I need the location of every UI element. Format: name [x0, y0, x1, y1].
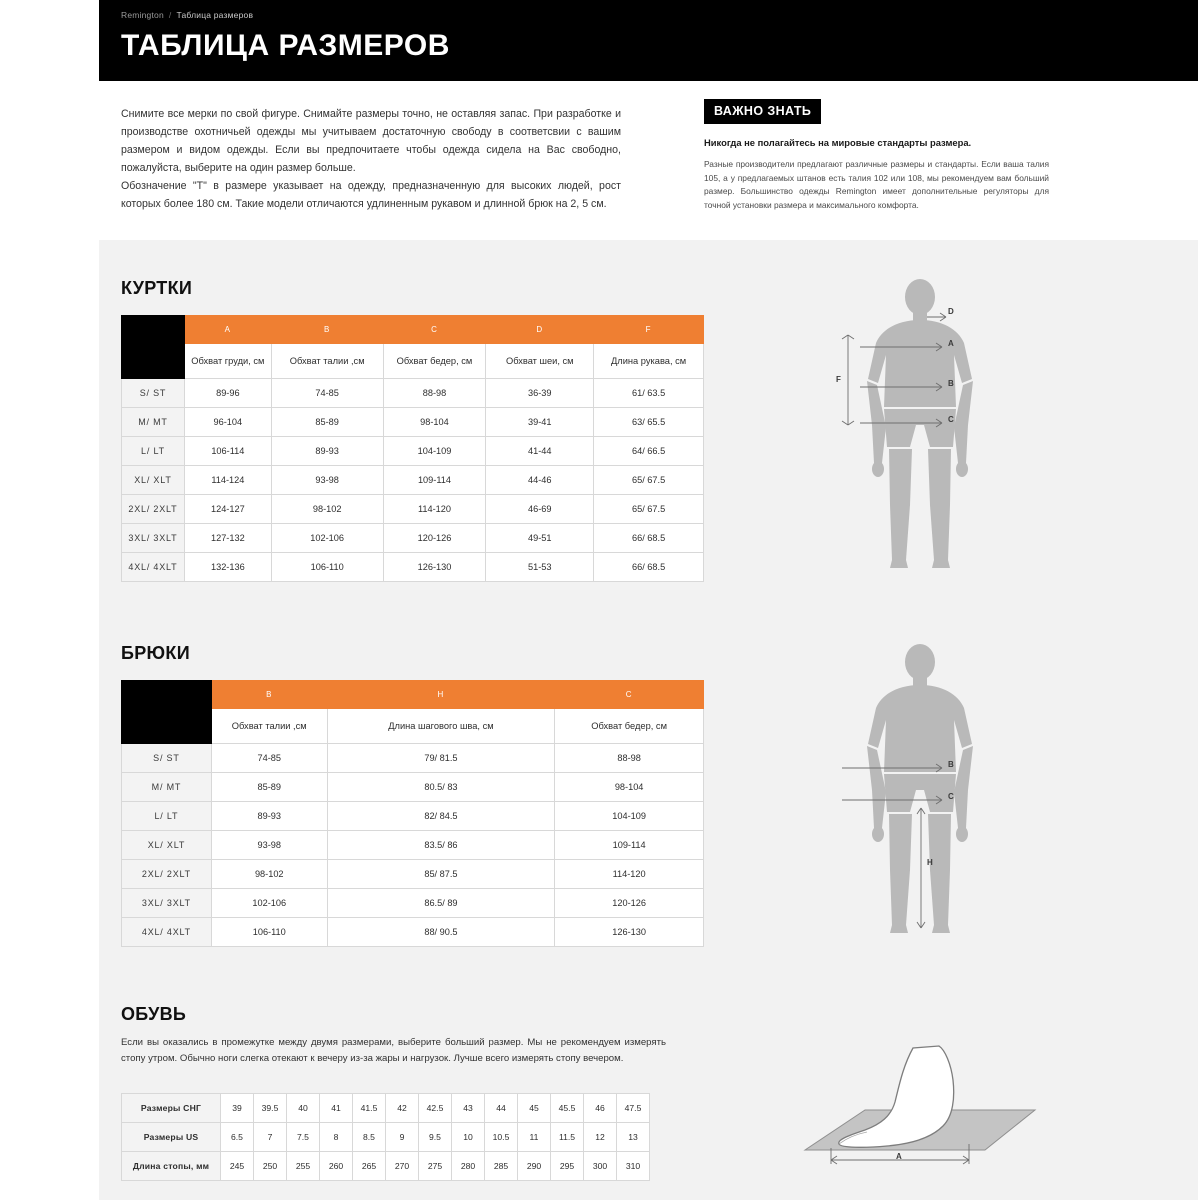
cell-neck: 44-46 — [486, 466, 594, 495]
cell-size: 2XL/ 2XLT — [122, 860, 212, 889]
table-row — [122, 524, 704, 553]
cell-inseam: 83.5/ 86 — [327, 831, 555, 860]
cell-inseam: 82/ 84.5 — [327, 802, 555, 831]
cell-size: M/ MT — [122, 408, 185, 437]
cell-size: 8 — [320, 1123, 353, 1152]
cell-size: 3XL/ 3XLT — [122, 889, 212, 918]
letter-corner — [122, 316, 185, 344]
letter-f: F — [594, 316, 704, 344]
table-row — [122, 408, 704, 437]
cell-hips: 126-130 — [555, 918, 704, 947]
table-header-names — [122, 344, 704, 379]
table-row — [122, 495, 704, 524]
cell-neck: 36-39 — [486, 379, 594, 408]
cell-waist: 98-102 — [271, 495, 383, 524]
cell-size: 42.5 — [419, 1094, 452, 1123]
cell-size: 6.5 — [221, 1123, 254, 1152]
cell-size: 290 — [518, 1152, 551, 1181]
intro-paragraph-1: Снимите все мерки по свой фигуре. Снимайте размеры точно, не оставляя запас. При разработке и производстве охотничьей одежды мы учитываем достаточную свободу в соответсвии с вашим размером и видом одежды. Если вы предпочитаете чтобы одежда сидела на Вас свободно, пожалуйста, выберите на один размер больше. — [121, 108, 621, 174]
pants-size-table — [121, 680, 704, 947]
cell-waist: 74-85 — [271, 379, 383, 408]
cell-size: 43 — [452, 1094, 485, 1123]
cell-size: 7.5 — [287, 1123, 320, 1152]
cell-hips: 120-126 — [555, 889, 704, 918]
intro-section — [99, 81, 1198, 240]
section-title-jackets: КУРТКИ — [121, 278, 193, 298]
section-title-shoes: ОБУВЬ — [121, 1004, 187, 1024]
letter-c: C — [383, 316, 486, 344]
cell-size: 4XL/ 4XLT — [122, 918, 212, 947]
column-header-waist: Обхват талии ,см — [271, 344, 383, 379]
cell-waist: 89-93 — [271, 437, 383, 466]
name-corner — [122, 344, 185, 379]
cell-size: 8.5 — [353, 1123, 386, 1152]
cell-chest: 114-124 — [184, 466, 271, 495]
cell-inseam: 80.5/ 83 — [327, 773, 555, 802]
cell-chest: 106-114 — [184, 437, 271, 466]
cell-size: M/ MT — [122, 773, 212, 802]
table-row — [122, 889, 704, 918]
table-row — [122, 553, 704, 582]
cell-size: 39.5 — [254, 1094, 287, 1123]
cell-chest: 127-132 — [184, 524, 271, 553]
cell-size: 46 — [584, 1094, 617, 1123]
important-block — [704, 99, 1049, 212]
cell-hips: 88-98 — [383, 379, 486, 408]
table-row — [122, 744, 704, 773]
cell-size: 11 — [518, 1123, 551, 1152]
cell-waist: 85-89 — [211, 773, 327, 802]
table-row — [122, 1094, 650, 1123]
cell-hips: 104-109 — [383, 437, 486, 466]
cell-hips: 120-126 — [383, 524, 486, 553]
table-header-letters — [122, 681, 704, 709]
cell-inseam: 85/ 87.5 — [327, 860, 555, 889]
cell-hips: 114-120 — [383, 495, 486, 524]
cell-inseam: 88/ 90.5 — [327, 918, 555, 947]
cell-size: 280 — [452, 1152, 485, 1181]
cell-neck: 41-44 — [486, 437, 594, 466]
body-front-illustration — [820, 275, 1060, 575]
page-header — [99, 0, 1198, 81]
jackets-size-table — [121, 315, 704, 582]
cell-sleeve: 61/ 63.5 — [594, 379, 704, 408]
cell-size: 9 — [386, 1123, 419, 1152]
cell-size: 47.5 — [617, 1094, 650, 1123]
important-body: Разные производители предлагают различные размеры и стандарты. Если ваша талия 105, а у предлагаемых штанов есть талия 102 или 108, мы рекомендуем вам больший размер. Большинство одежды Remington имеет дополнительные регуляторы для точной установки размера и максимального комфорта. — [704, 159, 1049, 210]
cell-size: 42 — [386, 1094, 419, 1123]
cell-size: 41.5 — [353, 1094, 386, 1123]
cell-waist: 102-106 — [271, 524, 383, 553]
cell-chest: 89-96 — [184, 379, 271, 408]
cell-size: XL/ XLT — [122, 466, 185, 495]
cell-sleeve: 66/ 68.5 — [594, 553, 704, 582]
table-row — [122, 466, 704, 495]
cell-inseam: 79/ 81.5 — [327, 744, 555, 773]
cell-waist: 93-98 — [271, 466, 383, 495]
cell-waist: 98-102 — [211, 860, 327, 889]
body-pants-illustration — [820, 640, 1060, 940]
jacket-measurement-figure — [820, 275, 1060, 575]
letter-corner — [122, 681, 212, 709]
important-subtitle: Никогда не полагайтесь на мировые стандарты размера. — [704, 137, 972, 148]
cell-neck: 46-69 — [486, 495, 594, 524]
cell-chest: 96-104 — [184, 408, 271, 437]
table-row — [122, 1123, 650, 1152]
cell-chest: 124-127 — [184, 495, 271, 524]
letter-c: C — [555, 681, 704, 709]
cell-sleeve: 66/ 68.5 — [594, 524, 704, 553]
table-row — [122, 379, 704, 408]
cell-neck: 39-41 — [486, 408, 594, 437]
letter-b: B — [211, 681, 327, 709]
cell-size: 13 — [617, 1123, 650, 1152]
cell-size: 39 — [221, 1094, 254, 1123]
table-row — [122, 860, 704, 889]
cell-waist: 85-89 — [271, 408, 383, 437]
cell-size: 3XL/ 3XLT — [122, 524, 185, 553]
important-badge: ВАЖНО ЗНАТЬ — [704, 99, 821, 124]
row-label-cis: Размеры СНГ — [122, 1094, 221, 1123]
cell-size: 295 — [551, 1152, 584, 1181]
column-header-chest: Обхват груди, см — [184, 344, 271, 379]
cell-waist: 102-106 — [211, 889, 327, 918]
cell-size: 7 — [254, 1123, 287, 1152]
cell-hips: 114-120 — [555, 860, 704, 889]
cell-waist: 93-98 — [211, 831, 327, 860]
column-header-waist: Обхват талии ,см — [211, 709, 327, 744]
cell-hips: 98-104 — [555, 773, 704, 802]
letter-a: A — [184, 316, 271, 344]
cell-size: 11.5 — [551, 1123, 584, 1152]
cell-waist: 106-110 — [211, 918, 327, 947]
table-row — [122, 918, 704, 947]
page-title: ТАБЛИЦА РАЗМЕРОВ — [121, 29, 450, 62]
shoes-note: Если вы оказались в промежутке между двумя размерами, выберите больший размер. Мы не рекомендуем измерять стопу утром. Обычно ноги слегка отекают к вечеру из-за жары и нагрузок. Лучше всего измерять стопу вечером. — [121, 1037, 666, 1064]
cell-sleeve: 65/ 67.5 — [594, 495, 704, 524]
cell-size: 2XL/ 2XLT — [122, 495, 185, 524]
row-label-us: Размеры US — [122, 1123, 221, 1152]
cell-size: S/ ST — [122, 744, 212, 773]
letter-d: D — [486, 316, 594, 344]
figure-label-b: B — [948, 760, 954, 769]
column-header-hips: Обхват бедер, см — [555, 709, 704, 744]
figure-label-h: H — [927, 858, 933, 867]
cell-size: 9.5 — [419, 1123, 452, 1152]
cell-sleeve: 64/ 66.5 — [594, 437, 704, 466]
cell-sleeve: 63/ 65.5 — [594, 408, 704, 437]
cell-size: 275 — [419, 1152, 452, 1181]
breadcrumb-root[interactable]: Remington — [121, 10, 164, 20]
table-header-names — [122, 709, 704, 744]
cell-size: 265 — [353, 1152, 386, 1181]
cell-inseam: 86.5/ 89 — [327, 889, 555, 918]
cell-sleeve: 65/ 67.5 — [594, 466, 704, 495]
letter-b: B — [271, 316, 383, 344]
cell-size: S/ ST — [122, 379, 185, 408]
column-header-hips: Обхват бедер, см — [383, 344, 486, 379]
section-title-pants: БРЮКИ — [121, 643, 190, 663]
cell-size: 45.5 — [551, 1094, 584, 1123]
cell-size: L/ LT — [122, 437, 185, 466]
cell-size: 12 — [584, 1123, 617, 1152]
cell-neck: 49-51 — [486, 524, 594, 553]
cell-size: 10.5 — [485, 1123, 518, 1152]
pants-measurement-figure — [820, 640, 1060, 940]
cell-waist: 74-85 — [211, 744, 327, 773]
table-row — [122, 773, 704, 802]
figure-label-f: F — [836, 375, 841, 384]
intro-paragraph-2: Обозначение "Т" в размере указывает на одежду, предназначенную для высоких людей, рост которых более 180 см. Такие модели отличаются удлиненным рукавом и длинной брюк на 2, 5 см. — [121, 180, 621, 210]
figure-label-a: A — [948, 339, 954, 348]
cell-size: 45 — [518, 1094, 551, 1123]
cell-size: 40 — [287, 1094, 320, 1123]
intro-text — [121, 105, 621, 213]
row-label-foot-length: Длина стопы, мм — [122, 1152, 221, 1181]
figure-label-b: B — [948, 379, 954, 388]
foot-measurement-figure — [795, 1040, 1045, 1175]
cell-size: L/ LT — [122, 802, 212, 831]
cell-hips: 88-98 — [555, 744, 704, 773]
cell-hips: 109-114 — [383, 466, 486, 495]
cell-hips: 126-130 — [383, 553, 486, 582]
cell-size: 250 — [254, 1152, 287, 1181]
cell-size: 4XL/ 4XLT — [122, 553, 185, 582]
name-corner — [122, 709, 212, 744]
breadcrumb — [121, 10, 253, 20]
cell-size: 270 — [386, 1152, 419, 1181]
cell-size: 285 — [485, 1152, 518, 1181]
foot-illustration — [795, 1040, 1045, 1175]
cell-size: 300 — [584, 1152, 617, 1181]
breadcrumb-separator: / — [168, 10, 172, 20]
cell-chest: 132-136 — [184, 553, 271, 582]
cell-hips: 104-109 — [555, 802, 704, 831]
cell-size: 310 — [617, 1152, 650, 1181]
table-row — [122, 802, 704, 831]
table-row — [122, 1152, 650, 1181]
figure-label-a: A — [896, 1152, 902, 1161]
column-header-sleeve: Длина рукава, см — [594, 344, 704, 379]
cell-waist: 106-110 — [271, 553, 383, 582]
table-header-letters — [122, 316, 704, 344]
shoes-size-table — [121, 1093, 650, 1181]
table-row — [122, 437, 704, 466]
cell-size: 245 — [221, 1152, 254, 1181]
column-header-neck: Обхват шеи, см — [486, 344, 594, 379]
figure-label-d: D — [948, 307, 954, 316]
cell-size: 10 — [452, 1123, 485, 1152]
figure-label-c: C — [948, 792, 954, 801]
letter-h: H — [327, 681, 555, 709]
cell-size: XL/ XLT — [122, 831, 212, 860]
cell-size: 41 — [320, 1094, 353, 1123]
cell-hips: 109-114 — [555, 831, 704, 860]
cell-waist: 89-93 — [211, 802, 327, 831]
cell-hips: 98-104 — [383, 408, 486, 437]
cell-size: 260 — [320, 1152, 353, 1181]
cell-size: 44 — [485, 1094, 518, 1123]
cell-neck: 51-53 — [486, 553, 594, 582]
cell-size: 255 — [287, 1152, 320, 1181]
figure-label-c: C — [948, 415, 954, 424]
column-header-inseam: Длина шагового шва, см — [327, 709, 555, 744]
breadcrumb-current: Таблица размеров — [176, 10, 254, 20]
table-row — [122, 831, 704, 860]
